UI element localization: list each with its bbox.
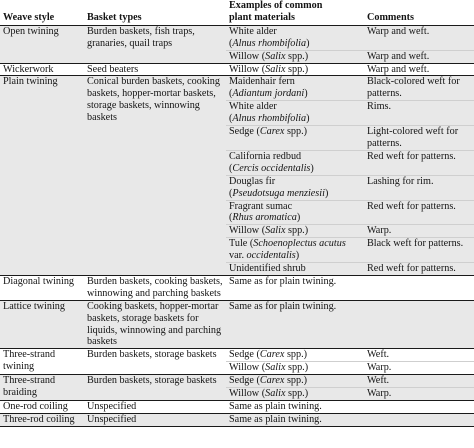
- plant-scientific-line: (Adiantum jordani): [229, 88, 308, 100]
- comment-cell: Lashing for rim.: [364, 175, 474, 200]
- plant-scientific-name: Carex: [259, 375, 285, 387]
- plant-common-name: Sedge: [229, 349, 254, 361]
- header-plant-materials-line1: Examples of common: [229, 0, 323, 11]
- plant-material-cell: Sedge (Carex spp.): [226, 375, 364, 388]
- header-weave-style: Weave style: [0, 0, 84, 25]
- comment-cell: [364, 413, 474, 426]
- plant-common-name: Willow: [229, 388, 260, 400]
- comment-cell: Black weft for patterns.: [364, 238, 474, 263]
- weave-style-cell: Lattice twining: [0, 300, 84, 349]
- comment-cell: [364, 275, 474, 300]
- plant-common-name: Douglas fir: [229, 175, 276, 187]
- comment-cell: Warp.: [364, 225, 474, 238]
- plant-spp-suffix: spp.: [285, 388, 305, 400]
- plant-common-name: Willow: [229, 362, 260, 374]
- plant-scientific-name: Rhus aromatica: [232, 212, 297, 224]
- comment-cell: Red weft for patterns.: [364, 200, 474, 225]
- plant-material-cell: [226, 300, 364, 349]
- basket-types-cell: Burden baskets, fish traps, granaries, quail traps: [84, 25, 226, 63]
- table-row: [0, 413, 474, 426]
- comment-cell: Black-colored weft for patterns.: [364, 76, 474, 101]
- header-plant-materials-line2: plant materials: [229, 11, 295, 23]
- plant-common-name: Tule: [229, 238, 248, 250]
- plant-scientific-name: Salix: [265, 225, 286, 237]
- plant-spp-suffix: spp.: [285, 50, 305, 62]
- plant-spp-suffix: spp.: [285, 225, 305, 237]
- plant-common-name: California redbud: [229, 150, 302, 162]
- plant-scientific-line: (Alnus rhombifolia): [229, 37, 310, 49]
- plant-common-name: Willow: [229, 63, 260, 75]
- basket-types-cell: Burden baskets, storage baskets: [84, 375, 226, 401]
- weave-style-cell: Diagonal twining: [0, 275, 84, 300]
- table-body: [0, 25, 474, 426]
- table-row: [0, 349, 474, 362]
- plant-common-name: Same as plain twining.: [229, 401, 322, 412]
- plant-variety-name: occidentalis: [246, 250, 296, 262]
- weave-style-cell: Wickerwork: [0, 63, 84, 76]
- plant-material-cell: Willow (Salix spp.): [226, 362, 364, 375]
- basket-types-cell: Cooking baskets, hopper-mortar baskets, storage baskets for liquids, winnowing and parching baskets: [84, 300, 226, 349]
- basket-types-cell: Seed beaters: [84, 63, 226, 76]
- plant-scientific-name: Cercis occidentalis: [232, 162, 311, 174]
- table-row: [0, 25, 474, 50]
- comment-cell: Weft.: [364, 375, 474, 388]
- plant-spp-suffix: spp.: [285, 63, 305, 75]
- comment-cell: Weft.: [364, 349, 474, 362]
- plant-material-cell: [226, 413, 364, 426]
- plant-material-cell: Sedge (Carex spp.): [226, 349, 364, 362]
- plant-material-cell: [226, 263, 364, 276]
- plant-common-name: Willow: [229, 225, 260, 237]
- basket-types-cell: Unspecified: [84, 413, 226, 426]
- comment-cell: Light-colored weft for patterns.: [364, 126, 474, 151]
- plant-common-name: Maidenhair fern: [229, 76, 295, 88]
- header-basket-types: Basket types: [84, 0, 226, 25]
- plant-common-name: Same as for plain twining.: [229, 300, 337, 312]
- plant-scientific-name: Schoenoplectus acutus: [253, 238, 346, 250]
- plant-scientific-line: (Cercis occidentalis): [229, 162, 314, 174]
- table-row: [0, 375, 474, 388]
- plant-common-name: White alder: [229, 101, 277, 113]
- plant-material-cell: [226, 401, 364, 414]
- plant-common-name: Unidentified shrub: [229, 263, 306, 275]
- plant-scientific-name: Salix: [265, 50, 286, 62]
- basket-types-cell: Burden baskets, cooking baskets, winnowing and parching baskets: [84, 275, 226, 300]
- plant-scientific-name: Carex: [259, 126, 285, 138]
- basket-types-cell: Unspecified: [84, 401, 226, 414]
- comment-cell: Warp and weft.: [364, 50, 474, 63]
- plant-spp-suffix: spp.: [285, 362, 305, 374]
- weave-style-cell: Open twining: [0, 25, 84, 63]
- comment-cell: Warp and weft.: [364, 63, 474, 76]
- plant-spp-suffix: spp.: [284, 349, 304, 361]
- plant-scientific-name: Salix: [265, 63, 286, 75]
- plant-common-name: Sedge: [229, 126, 254, 138]
- comment-cell: Red weft for patterns.: [364, 150, 474, 175]
- header-row: [0, 0, 474, 25]
- comment-cell: Warp.: [364, 388, 474, 401]
- plant-scientific-name: Pseudotsuga menziesii: [232, 187, 325, 199]
- plant-common-name: Willow: [229, 50, 260, 62]
- comment-cell: Warp and weft.: [364, 25, 474, 50]
- comment-cell: Red weft for patterns.: [364, 263, 474, 276]
- plant-material-cell: [226, 200, 364, 225]
- plant-material-cell: [226, 175, 364, 200]
- plant-scientific-name: Carex: [259, 349, 285, 361]
- basket-types-cell: Burden baskets, storage baskets: [84, 349, 226, 375]
- plant-scientific-name: Salix: [265, 388, 286, 400]
- plant-material-cell: Sedge (Carex spp.): [226, 126, 364, 151]
- comment-cell: Warp.: [364, 362, 474, 375]
- plant-material-cell: Willow (Salix spp.): [226, 50, 364, 63]
- plant-material-cell: [226, 25, 364, 50]
- plant-variety-marker: var.: [229, 250, 247, 262]
- header-plant-materials: [226, 0, 364, 25]
- table-row: [0, 63, 474, 76]
- weave-style-cell: Three-rod coiling: [0, 413, 84, 426]
- weave-style-cell: Three-strand twining: [0, 349, 84, 375]
- plant-material-cell: [226, 275, 364, 300]
- plant-material-cell: Tule (Schoenoplectus acutus var. occidentalis): [226, 238, 364, 263]
- plant-common-name: White alder: [229, 25, 277, 37]
- plant-scientific-line: (Pseudotsuga menziesii): [229, 187, 329, 199]
- comment-cell: [364, 401, 474, 414]
- plant-material-cell: Willow (Salix spp.): [226, 388, 364, 401]
- plant-common-name: Sedge: [229, 375, 254, 387]
- weave-style-cell: Plain twining: [0, 76, 84, 276]
- plant-material-cell: Willow (Salix spp.): [226, 225, 364, 238]
- plant-spp-suffix: spp.: [284, 126, 304, 138]
- plant-scientific-name: Salix: [265, 362, 286, 374]
- plant-material-cell: [226, 101, 364, 126]
- table-row: [0, 300, 474, 349]
- table-row: [0, 76, 474, 101]
- comment-cell: [364, 300, 474, 349]
- plant-common-name: Same as plain twining.: [229, 413, 322, 425]
- plant-material-cell: [226, 76, 364, 101]
- plant-spp-suffix: spp.: [284, 375, 304, 387]
- plant-scientific-line: (Alnus rhombifolia): [229, 113, 310, 125]
- plant-scientific-name: Alnus rhombifolia: [232, 113, 307, 125]
- plant-scientific-name: Adiantum jordani: [232, 88, 305, 100]
- table-row: [0, 401, 474, 414]
- plant-material-cell: Willow (Salix spp.): [226, 63, 364, 76]
- plant-scientific-name: Alnus rhombifolia: [232, 37, 307, 49]
- plant-common-name: Same as for plain twining.: [229, 275, 337, 287]
- header-comments: Comments: [364, 0, 474, 25]
- plant-material-cell: [226, 150, 364, 175]
- basket-types-cell: Conical burden baskets, cooking baskets, hopper-mortar baskets, storage baskets, winnowing baskets: [84, 76, 226, 276]
- comment-cell: Rims.: [364, 101, 474, 126]
- plant-common-name: Fragrant sumac: [229, 200, 293, 212]
- plant-scientific-line: (Rhus aromatica): [229, 212, 301, 224]
- table-row: [0, 275, 474, 300]
- weave-style-cell: One-rod coiling: [0, 401, 84, 414]
- weave-style-cell: Three-strand braiding: [0, 375, 84, 401]
